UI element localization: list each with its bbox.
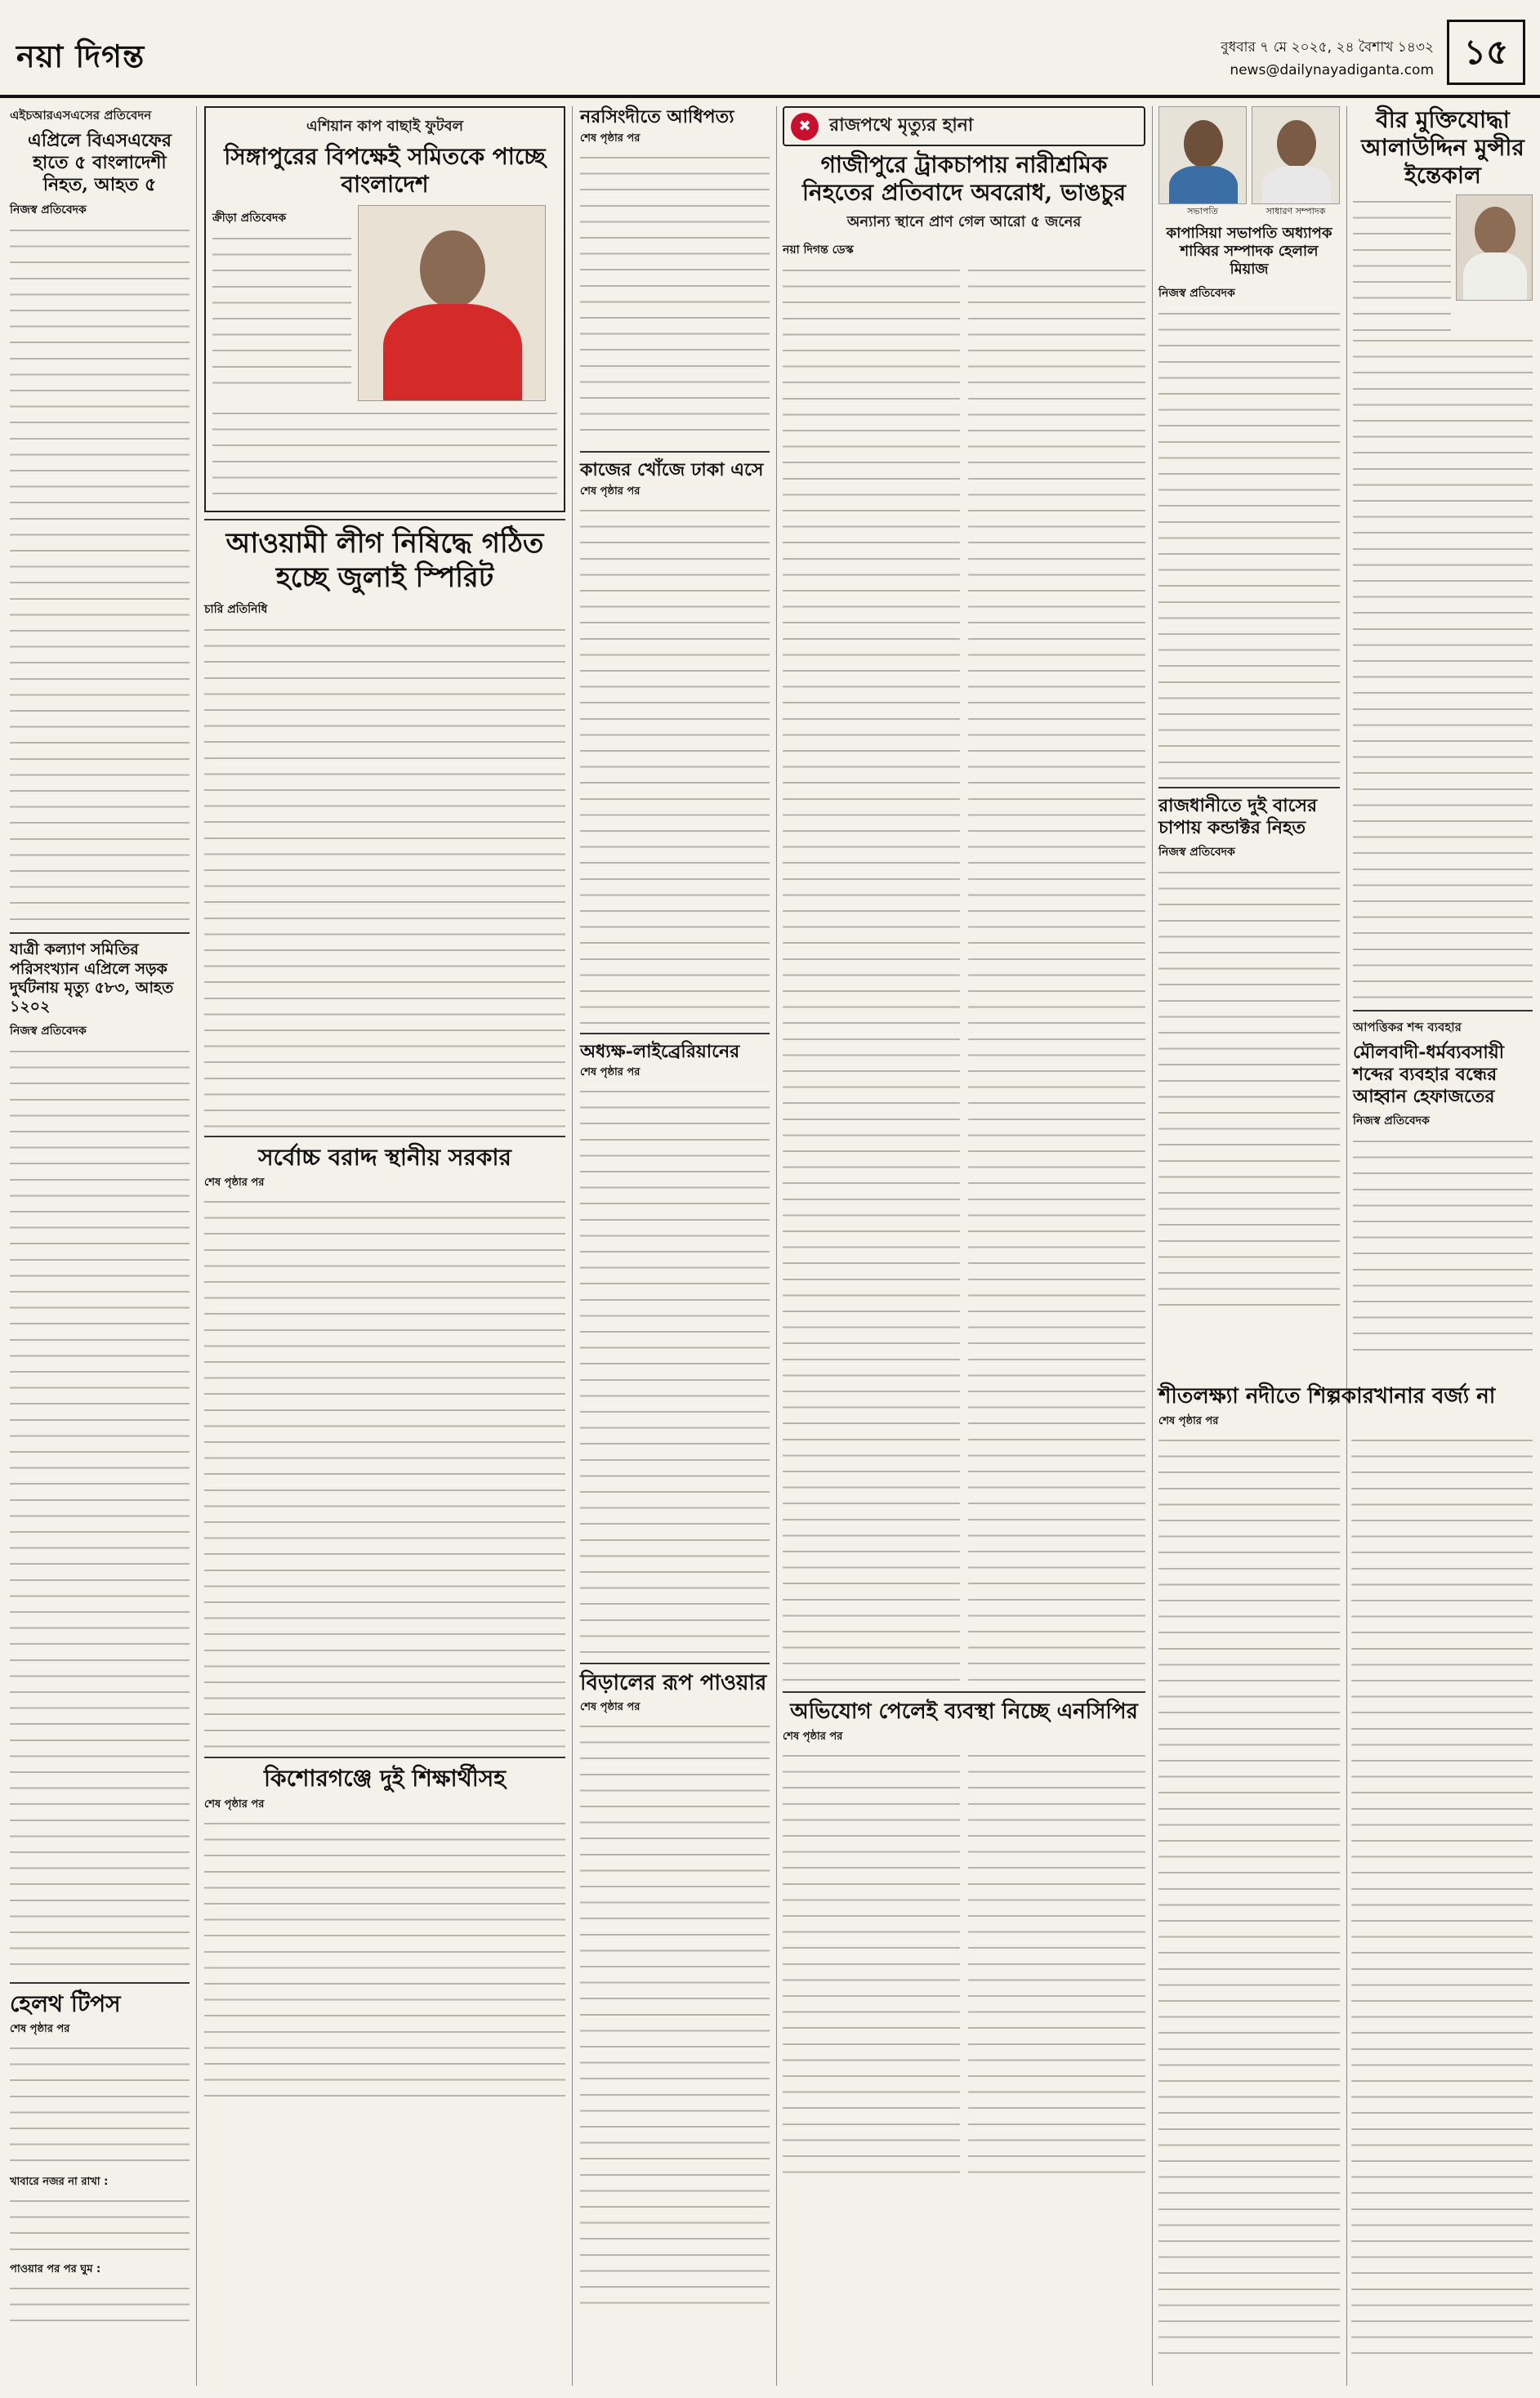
subheading: খাবারে নজর না রাখা : [10, 2176, 109, 2189]
date-line [1221, 36, 1434, 82]
article-cat-form[interactable] [580, 1671, 770, 2307]
article-local-govt-budget[interactable] [204, 1144, 565, 1750]
article-headline: কাপাসিয়া সভাপতি অধ্যাপক শাব্বির সম্পাদক হেলাল মিয়াজ [1166, 225, 1332, 278]
newspaper-logo[interactable]: নয়া দিগন্ত [16, 38, 145, 74]
article-body [580, 150, 770, 444]
article-health-tips[interactable] [10, 1990, 190, 2330]
article-headline: কাজের খোঁজে ঢাকা এসে [580, 458, 764, 480]
column-3 [580, 106, 770, 2307]
article-byline: নিজস্ব প্রতিবেদক [1353, 1114, 1430, 1128]
article-body [1353, 333, 1533, 1003]
article-kapasia-committee[interactable] [1158, 106, 1340, 780]
obituary-body-shape [1463, 252, 1527, 301]
article-body [212, 406, 557, 504]
article-body [1158, 865, 1340, 1306]
column-6 [1353, 106, 1533, 1363]
article-byline: নিজস্ব প্রতিবেদক [10, 1025, 87, 1038]
continued-label: শেষ পৃষ্ঠার পর [1158, 1414, 1219, 1427]
article-hefazat[interactable] [1353, 1018, 1533, 1362]
section-divider [204, 519, 565, 520]
article-body [1158, 1433, 1340, 2356]
section-divider [1353, 1010, 1533, 1011]
continued-label: শেষ পৃষ্ঠার পর [580, 132, 641, 145]
article-byline: চারি প্রতিনিধি [204, 603, 268, 617]
article-headline: অভিযোগ পেলেই ব্যবস্থা নিচ্ছে এনসিপির [790, 1699, 1138, 1725]
article-headline: সর্বোচ্চ বরাদ্দ স্থানীয় সরকার [258, 1144, 511, 1172]
column-2 [204, 106, 565, 2110]
secretary-head-shape [1277, 120, 1316, 167]
secretary-body-shape [1262, 166, 1331, 204]
article-headline: অধ্যক্ষ-লাইব্রেরিয়ানের [580, 1040, 740, 1062]
column-5 [1158, 106, 1340, 1306]
article-subhead: অন্যান্য স্থানে প্রাণ গেল আরো ৫ জনের [846, 213, 1082, 231]
page-number: ১৫ [1447, 20, 1525, 85]
accident-icon: ✖ [791, 113, 819, 141]
article-shitalakshya[interactable] [1158, 1381, 1533, 2356]
issue-date: বুধবার ৭ মে ২০২৫, ২৪ বৈশাখ ১৪৩২ [1221, 39, 1434, 56]
article-narsingdi[interactable] [580, 106, 770, 444]
section-divider [580, 1663, 770, 1664]
article-byline: নিজস্ব প্রতিবেদক [1158, 845, 1235, 859]
column-divider [572, 106, 573, 2386]
article-job-search[interactable] [580, 459, 770, 1026]
article-body [783, 1748, 960, 2181]
article-body [968, 263, 1145, 1685]
article-kicker: এইচআরএসএসের প্রতিবেদন [10, 108, 152, 123]
secretary-photo [1252, 106, 1340, 204]
article-kishoreganj[interactable] [204, 1765, 565, 2110]
article-body [1351, 1433, 1533, 2356]
article-body [204, 1816, 565, 2110]
column-1 [10, 106, 190, 2330]
article-football[interactable] [204, 106, 565, 512]
article-body [580, 1719, 770, 2307]
article-bsf-killings[interactable] [10, 106, 190, 926]
masthead [0, 0, 1540, 98]
continued-label: শেষ পৃষ্ঠার পর [580, 1701, 641, 1714]
section-divider [1158, 787, 1340, 788]
article-headline: গাজীপুরে ট্রাকচাপায় নারীশ্রমিক নিহতের প্রতিবাদে অবরোধ, ভাঙচুর [801, 151, 1126, 207]
article-headline: মৌলবাদী-ধর্মব্যবসায়ী শব্দের ব্যবহার বন্ধের আহ্বান হেফাজতের [1353, 1042, 1505, 1108]
column-divider [196, 106, 197, 2386]
article-body [968, 1748, 1145, 2181]
article-body [10, 2194, 190, 2259]
section-divider [783, 1691, 1145, 1693]
article-gazipur-truck[interactable] [783, 106, 1145, 1685]
article-body [1353, 194, 1451, 333]
article-principal-librarian[interactable] [580, 1041, 770, 1657]
continued-label: শেষ পৃষ্ঠার পর [204, 1177, 265, 1190]
section-divider [580, 1033, 770, 1034]
article-body [10, 1044, 190, 1976]
article-headline: আওয়ামী লীগ নিষিদ্ধে গঠিত হচ্ছে জুলাই স্পিরিট [225, 527, 544, 594]
article-headline: বীর মুক্তিযোদ্ধা আলাউদ্দিন মুন্সীর ইন্তেকাল [1361, 106, 1524, 190]
column-divider [1152, 106, 1153, 2386]
article-kicker: রাজপথে মৃত্যুর হানা [829, 115, 974, 136]
article-headline: যাত্রী কল্যাণ সমিতির পরিসংখ্যান এপ্রিলে সড়ক দুর্ঘটনায় মৃত্যু ৫৮৩, আহত ১২০২ [10, 940, 174, 1016]
article-headline: সিঙ্গাপুরের বিপক্ষেই সমিতকে পাচ্ছে বাংলাদেশ [224, 143, 546, 199]
section-divider [10, 932, 190, 934]
obituary-head-shape [1475, 207, 1515, 256]
continued-label: শেষ পৃষ্ঠার পর [10, 2023, 70, 2036]
continued-label: শেষ পৃষ্ঠার পর [783, 1730, 843, 1744]
article-bus-conductor[interactable] [1158, 795, 1340, 1306]
article-body [10, 2041, 190, 2172]
article-byline: নিজস্ব প্রতিবেদক [1158, 286, 1235, 300]
continued-label: শেষ পৃষ্ঠার পর [580, 1066, 641, 1079]
article-body [1158, 306, 1340, 780]
article-headline: বিড়ালের রূপ পাওয়ার [580, 1671, 767, 1696]
article-headline: নরসিংদীতে আধিপত্য [580, 106, 734, 127]
president-body-shape [1169, 166, 1238, 204]
article-byline: নয়া দিগন্ত ডেস্ক [783, 243, 854, 257]
article-freedom-fighter[interactable] [1353, 106, 1533, 1003]
article-byline: নিজস্ব প্রতিবেদক [10, 203, 87, 217]
player-head-shape [420, 230, 485, 308]
player-photo [358, 205, 546, 401]
column-divider [776, 106, 777, 2386]
article-road-accidents[interactable] [10, 940, 190, 1976]
article-july-spirit[interactable] [204, 527, 565, 1129]
photo-caption: সভাপতি [1187, 206, 1218, 217]
article-body [580, 503, 770, 1026]
article-body [10, 223, 190, 926]
article-headline: হেলথ টিপস [10, 1990, 121, 2018]
obituary-photo [1456, 194, 1533, 301]
continued-label: শেষ পৃষ্ঠার পর [204, 1797, 265, 1811]
article-kicker: এশিয়ান কাপ বাছাই ফুটবল [306, 118, 463, 135]
article-headline: কিশোরগঞ্জে দুই শিক্ষার্থীসহ [264, 1765, 506, 1793]
section-divider [204, 1757, 565, 1758]
article-body [10, 2281, 190, 2330]
article-body [204, 1195, 565, 1750]
president-photo [1158, 106, 1247, 204]
article-body [783, 263, 960, 1685]
section-divider [204, 1136, 565, 1137]
article-headline: এপ্রিলে বিএসএফের হাতে ৫ বাংলাদেশী নিহত, আহত ৫ [28, 130, 172, 195]
president-head-shape [1184, 120, 1223, 167]
photo-caption: সাধারণ সম্পাদক [1265, 206, 1326, 217]
article-byline: ক্রীড়া প্রতিবেদক [212, 212, 287, 226]
continued-label: শেষ পৃষ্ঠার পর [580, 485, 641, 498]
article-kicker: আপত্তিকর শব্দ ব্যবহার [1353, 1020, 1462, 1035]
article-ncp-action[interactable] [783, 1699, 1145, 2181]
section-divider [10, 1982, 190, 1984]
article-body [1353, 1134, 1533, 1363]
article-body [580, 1084, 770, 1656]
article-body [204, 623, 565, 1129]
contact-email[interactable]: news@dailynayadiganta.com [1230, 62, 1434, 78]
article-headline: রাজধানীতে দুই বাসের চাপায় কন্ডাক্টর নিহত [1158, 794, 1318, 838]
section-divider [580, 451, 770, 453]
player-jersey-shape [383, 304, 522, 401]
subheading: পাওয়ার পর পর ঘুম : [10, 2263, 101, 2276]
article-headline: শীতলক্ষ্যা নদীতে শিল্পকারখানার বর্জ্য না [1158, 1384, 1496, 1409]
column-4 [783, 106, 1145, 2181]
article-body [212, 231, 351, 395]
